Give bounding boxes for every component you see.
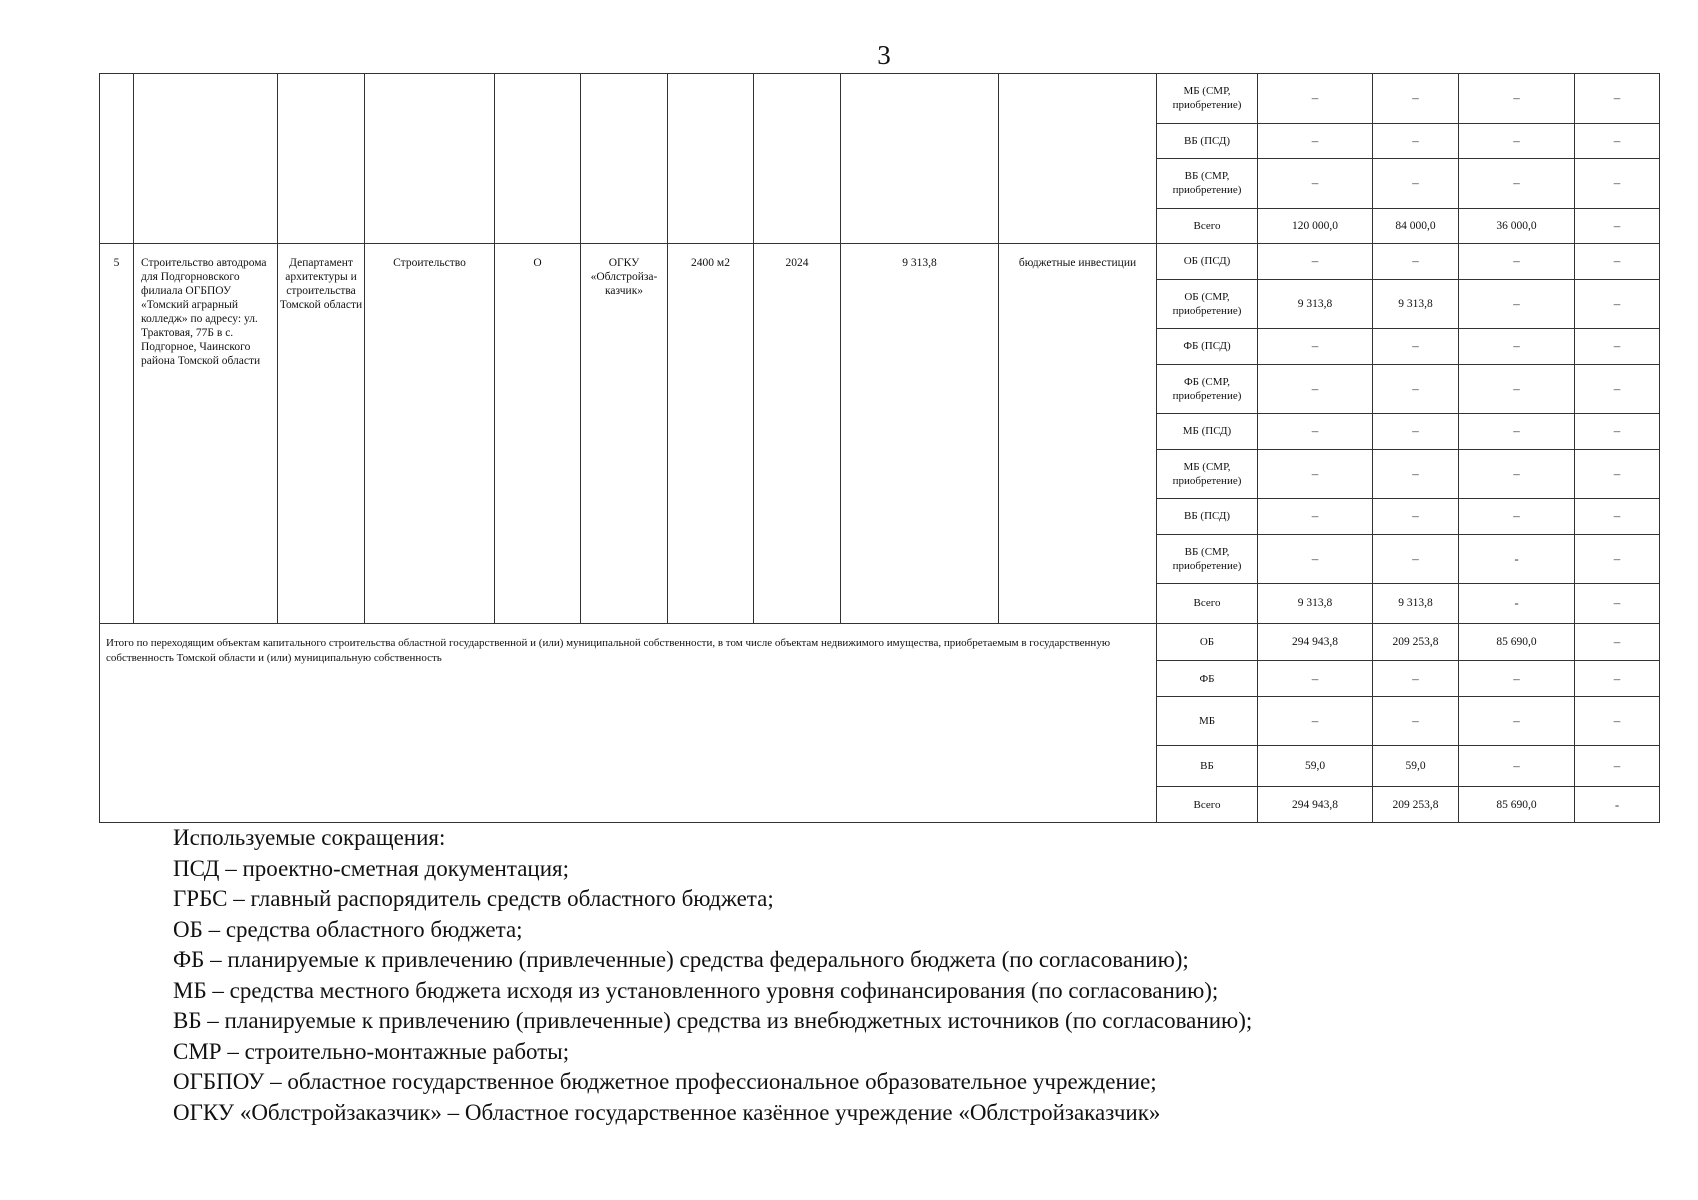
amount-cell-2: – — [1373, 244, 1459, 280]
amount-cell-4: – — [1575, 534, 1660, 584]
amount-cell-1: – — [1258, 244, 1373, 280]
amount-cell-3: – — [1459, 661, 1575, 697]
amount-cell-3: 36 000,0 — [1459, 208, 1575, 244]
amount-cell-1: 294 943,8 — [1258, 787, 1373, 823]
amount-cell-1: – — [1258, 534, 1373, 584]
abbreviations-heading: Используемые сокращения: — [173, 825, 446, 850]
funding-source-cell: ВБ (СМР, приобретение) — [1157, 534, 1258, 584]
abbreviation-item: ОГКУ «Облстройзаказчик» – Областное государственное казённое учреждение «Облстройзаказчик» — [173, 1099, 1161, 1125]
funding-source-cell: ФБ (ПСД) — [1157, 329, 1258, 365]
amount-cell-1: – — [1258, 661, 1373, 697]
table-row — [100, 244, 1660, 280]
amount-cell-3: – — [1459, 123, 1575, 159]
amount-cell-4: – — [1575, 208, 1660, 244]
object-capacity: 2400 м2 — [668, 244, 754, 624]
abbreviation-item: ОГБПОУ – областное государственное бюджетное профессиональное образовательное учреждение; — [173, 1069, 1157, 1094]
amount-cell-2: – — [1373, 74, 1459, 124]
amount-cell-4: - — [1575, 787, 1660, 823]
amount-cell-1: – — [1258, 449, 1373, 499]
amount-cell-1: – — [1258, 329, 1373, 365]
amount-cell-3: – — [1459, 329, 1575, 365]
amount-cell-3: - — [1459, 584, 1575, 624]
amount-cell-2: 209 253,8 — [1373, 623, 1459, 661]
amount-cell-2: – — [1373, 329, 1459, 365]
amount-cell-3: – — [1459, 414, 1575, 450]
amount-cell-4: – — [1575, 696, 1660, 746]
funding-source-cell: МБ (ПСД) — [1157, 414, 1258, 450]
object-ownership: О — [495, 244, 581, 624]
amount-cell-1: – — [1258, 696, 1373, 746]
amount-cell-2: 209 253,8 — [1373, 787, 1459, 823]
amount-cell-2: 9 313,8 — [1373, 279, 1459, 329]
empty-cell — [278, 74, 365, 244]
amount-cell-2: – — [1373, 534, 1459, 584]
empty-cell — [134, 74, 278, 244]
funding-source-cell: Всего — [1157, 584, 1258, 624]
amount-cell-4: – — [1575, 499, 1660, 535]
funding-source-cell: ФБ (СМР, приобретение) — [1157, 364, 1258, 414]
empty-cell — [668, 74, 754, 244]
amount-cell-3: – — [1459, 244, 1575, 280]
amount-cell-1: 59,0 — [1258, 746, 1373, 787]
amount-cell-4: – — [1575, 746, 1660, 787]
abbreviation-item: ОБ – средства областного бюджета; — [173, 916, 523, 942]
amount-cell-2: 84 000,0 — [1373, 208, 1459, 244]
abbreviation-item: ФБ – планируемые к привлечению (привлеченные) средства федерального бюджета (по согласованию); — [173, 947, 1189, 972]
amount-cell-3: – — [1459, 746, 1575, 787]
amount-cell-4: – — [1575, 123, 1660, 159]
funding-source-cell: ОБ — [1157, 623, 1258, 661]
amount-cell-1: – — [1258, 414, 1373, 450]
amount-cell-4: – — [1575, 584, 1660, 624]
amount-cell-1: 294 943,8 — [1258, 623, 1373, 661]
funding-source-cell: ВБ (ПСД) — [1157, 123, 1258, 159]
empty-cell — [581, 74, 668, 244]
amount-cell-3: - — [1459, 534, 1575, 584]
amount-cell-4: – — [1575, 449, 1660, 499]
amount-cell-1: – — [1258, 364, 1373, 414]
abbreviation-item: ВБ – планируемые к привлечению (привлеченные) средства из внебюджетных источников (по согласованию); — [173, 1008, 1253, 1033]
amount-cell-1: – — [1258, 159, 1373, 209]
amount-cell-4: – — [1575, 414, 1660, 450]
funding-source-cell: ОБ (ПСД) — [1157, 244, 1258, 280]
amount-cell-1: – — [1258, 74, 1373, 124]
amount-cell-2: 59,0 — [1373, 746, 1459, 787]
amount-cell-4: – — [1575, 364, 1660, 414]
empty-cell — [841, 74, 999, 244]
object-name: Строительство автодрома для Подгорновского филиала ОГБПОУ «Томский аграрный колледж» по адресу: ул. Трактовая, 77Б в с. Подгорное, Чаинского района Томской области — [134, 244, 278, 624]
amount-cell-1: 120 000,0 — [1258, 208, 1373, 244]
funding-source-cell: ВБ — [1157, 746, 1258, 787]
empty-cell — [495, 74, 581, 244]
funding-source-cell: ВБ (ПСД) — [1157, 499, 1258, 535]
amount-cell-2: – — [1373, 414, 1459, 450]
abbreviation-item: СМР – строительно-монтажные работы; — [173, 1038, 570, 1064]
funding-source-cell: ОБ (СМР, приобретение) — [1157, 279, 1258, 329]
object-number: 5 — [100, 244, 134, 624]
funding-source-cell: Всего — [1157, 787, 1258, 823]
page-number: 3 — [877, 40, 891, 70]
amount-cell-3: – — [1459, 364, 1575, 414]
table-row — [100, 74, 1660, 124]
amount-cell-1: 9 313,8 — [1258, 279, 1373, 329]
total-label: Итого по переходящим объектам капитального строительства областной государственной и (или) муниципальной собственности, в том числе объектам недвижимого имущества, приобретаемым в государственную собственность Томской области и (или) муниципальную собственность — [100, 623, 1157, 822]
amount-cell-3: – — [1459, 499, 1575, 535]
amount-cell-2: 9 313,8 — [1373, 584, 1459, 624]
funding-source-cell: МБ — [1157, 696, 1258, 746]
amount-cell-4: – — [1575, 329, 1660, 365]
object-year: 2024 — [754, 244, 841, 624]
amount-cell-4: – — [1575, 244, 1660, 280]
funding-source-cell: ВБ (СМР, приобретение) — [1157, 159, 1258, 209]
table-row — [100, 623, 1660, 661]
amount-cell-2: – — [1373, 123, 1459, 159]
amount-cell-2: – — [1373, 159, 1459, 209]
object-customer: ОГКУ «Облстройза-казчик» — [581, 244, 668, 624]
empty-cell — [365, 74, 495, 244]
amount-cell-4: – — [1575, 623, 1660, 661]
object-funding-form: бюджетные инвестиции — [999, 244, 1157, 624]
empty-cell — [999, 74, 1157, 244]
amount-cell-3: – — [1459, 696, 1575, 746]
capital-construction-table — [99, 73, 1660, 823]
amount-cell-1: – — [1258, 123, 1373, 159]
funding-source-cell: ФБ — [1157, 661, 1258, 697]
object-grbs: Департамент архитектуры и строительства Томской области — [278, 244, 365, 624]
abbreviation-item: МБ – средства местного бюджета исходя из установленного уровня софинансирования (по согласованию); — [173, 977, 1219, 1003]
amount-cell-2: – — [1373, 364, 1459, 414]
amount-cell-2: – — [1373, 661, 1459, 697]
funding-source-cell: Всего — [1157, 208, 1258, 244]
amount-cell-4: – — [1575, 74, 1660, 124]
abbreviation-item: ГРБС – главный распорядитель средств областного бюджета; — [173, 886, 774, 911]
amount-cell-3: – — [1459, 74, 1575, 124]
amount-cell-3: – — [1459, 159, 1575, 209]
amount-cell-4: – — [1575, 159, 1660, 209]
amount-cell-2: – — [1373, 449, 1459, 499]
empty-cell — [100, 74, 134, 244]
empty-cell — [754, 74, 841, 244]
amount-cell-4: – — [1575, 661, 1660, 697]
amount-cell-3: – — [1459, 449, 1575, 499]
funding-source-cell: МБ (СМР, приобретение) — [1157, 74, 1258, 124]
object-cost: 9 313,8 — [841, 244, 999, 624]
amount-cell-4: – — [1575, 279, 1660, 329]
amount-cell-3: 85 690,0 — [1459, 623, 1575, 661]
amount-cell-1: – — [1258, 499, 1373, 535]
abbreviation-item: ПСД – проектно-сметная документация; — [173, 855, 569, 881]
amount-cell-3: 85 690,0 — [1459, 787, 1575, 823]
funding-source-cell: МБ (СМР, приобретение) — [1157, 449, 1258, 499]
amount-cell-3: – — [1459, 279, 1575, 329]
amount-cell-2: – — [1373, 696, 1459, 746]
amount-cell-1: 9 313,8 — [1258, 584, 1373, 624]
object-work-type: Строительство — [365, 244, 495, 624]
amount-cell-2: – — [1373, 499, 1459, 535]
abbreviations-list — [173, 823, 1673, 1128]
